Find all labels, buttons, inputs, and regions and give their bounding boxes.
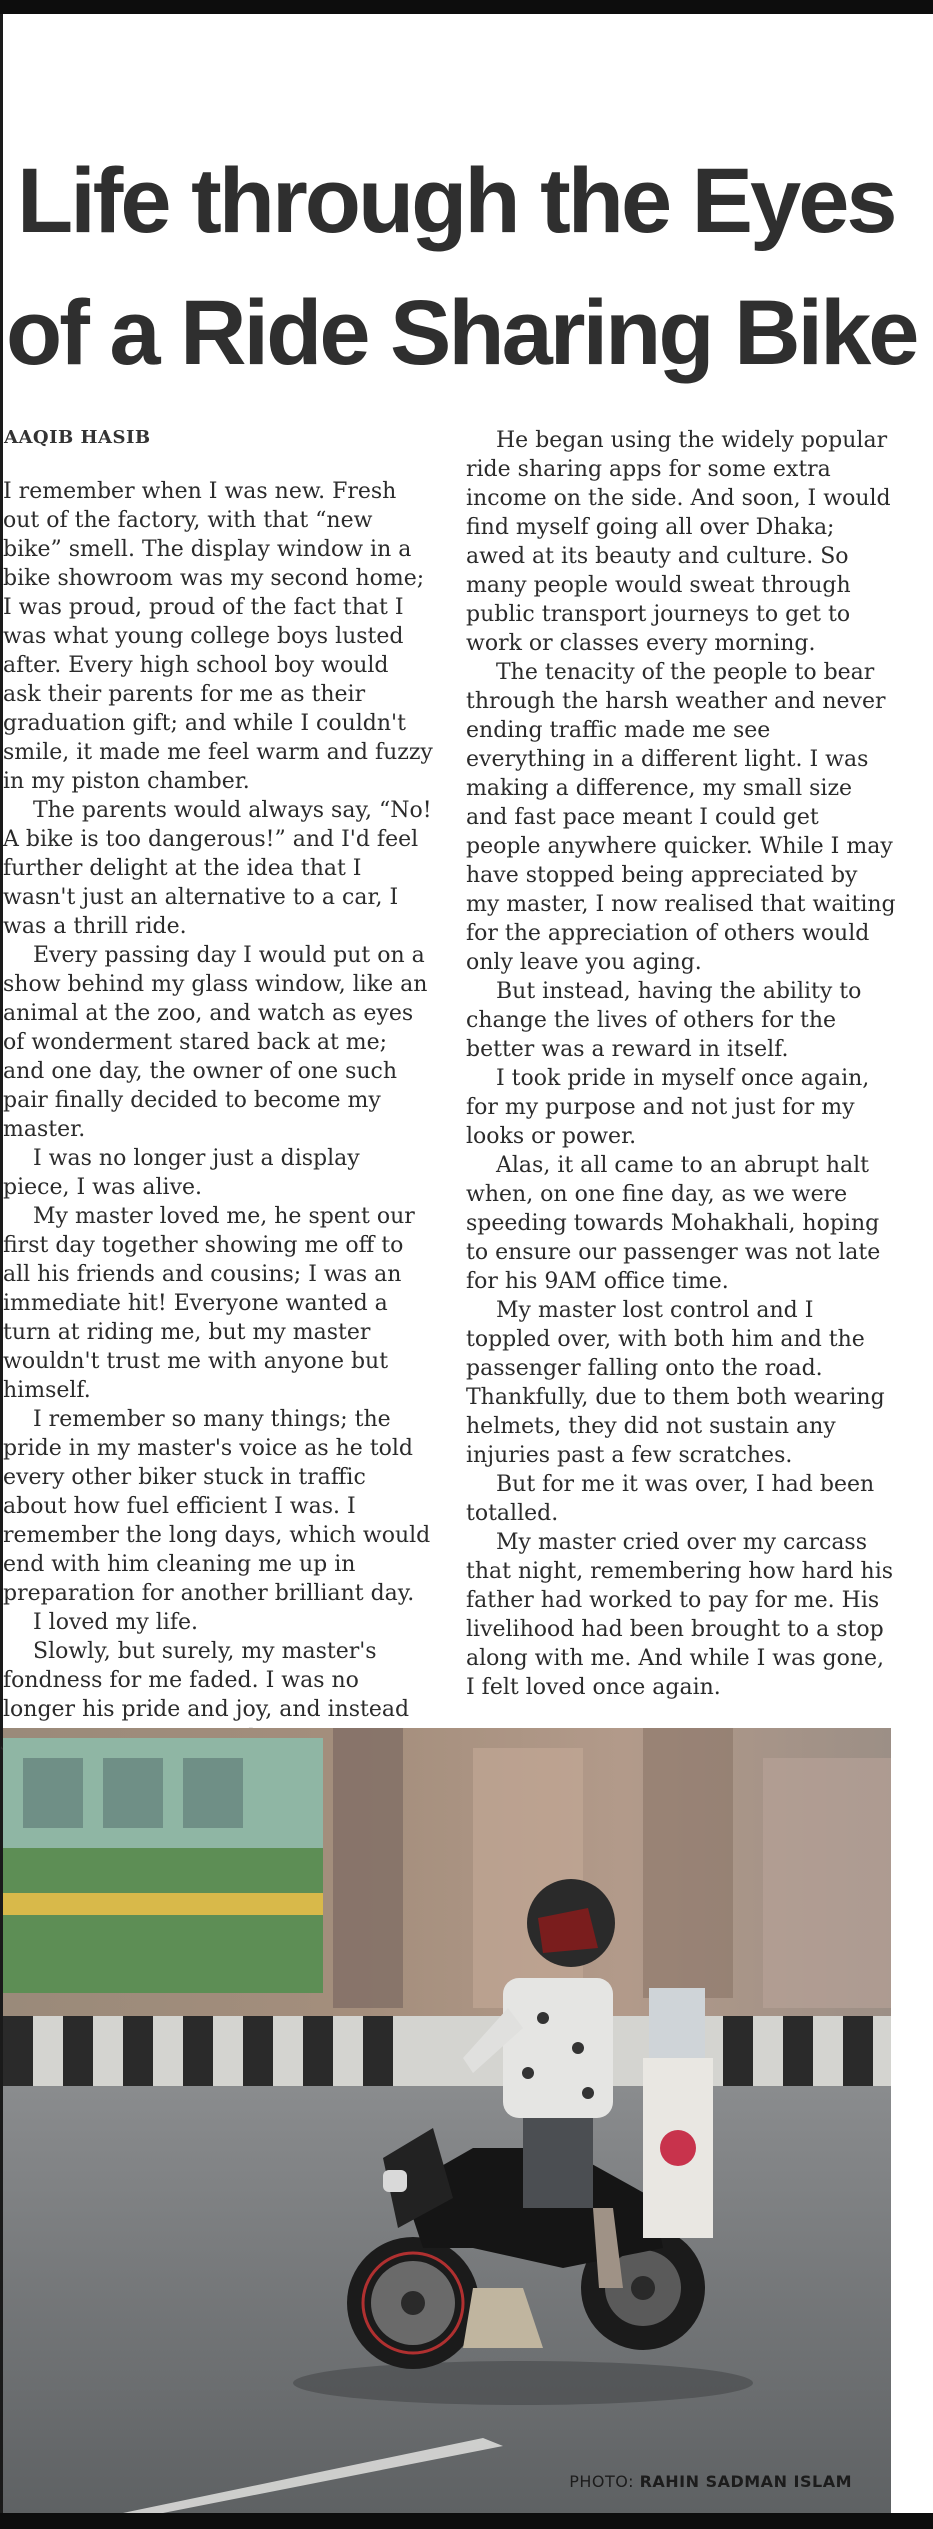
paragraph: I took pride in myself once again, for my purpose and not just for my looks or power. xyxy=(466,1066,870,1149)
paragraph: Slowly, but surely, my master's fondness for me faded. I was no longer his pride and joy, and instead xyxy=(3,1639,410,1722)
headline xyxy=(0,135,933,399)
paragraph: Every passing day I would put on a show behind my glass window, like an animal at the zoo, and watch as eyes of wonderment stared back at me; and one day, the owner of one such pair finally decided to become my master. xyxy=(3,943,428,1142)
article-column-left xyxy=(3,477,433,1753)
photo-credit-label: PHOTO: xyxy=(569,2472,634,2491)
article-column-right xyxy=(466,426,896,1702)
headline-line-1: Life through the Eyes xyxy=(17,150,895,252)
top-border xyxy=(0,0,933,14)
paragraph: My master lost control and I toppled over, with both him and the passenger falling onto the road. Thankfully, due to them both wearing helmets, they did not sustain any injuries past a few scratches. xyxy=(466,1298,885,1468)
paragraph: I remember so many things; the pride in my master's voice as he told every other biker stuck in traffic about how fuel efficient I was. I remember the long days, which would end with him cleaning me up in preparation for another brilliant day. xyxy=(3,1407,431,1606)
paragraph: But for me it was over, I had been totalled. xyxy=(466,1472,875,1526)
bottom-border xyxy=(0,2513,933,2529)
paragraph: My master cried over my carcass that night, remembering how hard his father had worked to pay for me. His livelihood had been brought to a stop along with me. And while I was gone, I felt loved once again. xyxy=(466,1530,894,1700)
paragraph: I loved my life. xyxy=(33,1610,198,1635)
paragraph: Alas, it all came to an abrupt halt when, on one fine day, as we were speeding towards Mohakhali, hoping to ensure our passenger was not late for his 9AM office time. xyxy=(466,1153,881,1294)
paragraph: My master loved me, he spent our first day together showing me off to all his friends and cousins; I was an immediate hit! Everyone wanted a turn at riding me, but my master wouldn't trust me with anyone but himself. xyxy=(3,1204,415,1403)
byline: AAQIB HASIB xyxy=(4,427,151,448)
article-photo xyxy=(3,1728,891,2513)
paragraph: The parents would always say, “No! A bike is too dangerous!” and I'd feel further delight at the idea that I wasn't just an alternative to a car, I was a thrill ride. xyxy=(3,798,432,939)
paragraph: The tenacity of the people to bear through the harsh weather and never ending traffic made me see everything in a different light. I was making a difference, my small size and fast pace meant I could get people anywhere quicker. While I may have stopped being appreciated by my master, I now realised that waiting for the appreciation of others would only leave you aging. xyxy=(466,660,896,975)
photo-credit-name: RAHIN SADMAN ISLAM xyxy=(639,2472,852,2491)
paragraph: I remember when I was new. Fresh out of the factory, with that “new bike” smell. The display window in a bike showroom was my second home; I was proud, proud of the fact that I was what young college boys lusted after. Every high school boy would ask their parents for me as their graduation gift; and while I couldn't smile, it made me feel warm and fuzzy in my piston chamber. xyxy=(3,479,433,794)
paragraph: I was no longer just a display piece, I was alive. xyxy=(3,1146,360,1200)
paragraph: But instead, having the ability to change the lives of others for the better was a reward in itself. xyxy=(466,979,862,1062)
motorcycle-rider-illustration xyxy=(3,1728,891,2513)
headline-line-2: of a Ride Sharing Bike xyxy=(6,282,917,384)
paragraph: He began using the widely popular ride sharing apps for some extra income on the side. And soon, I would find myself going all over Dhaka; awed at its beauty and culture. So many people would sweat through public transport journeys to get to work or classes every morning. xyxy=(466,428,891,656)
photo-credit xyxy=(569,2472,852,2491)
